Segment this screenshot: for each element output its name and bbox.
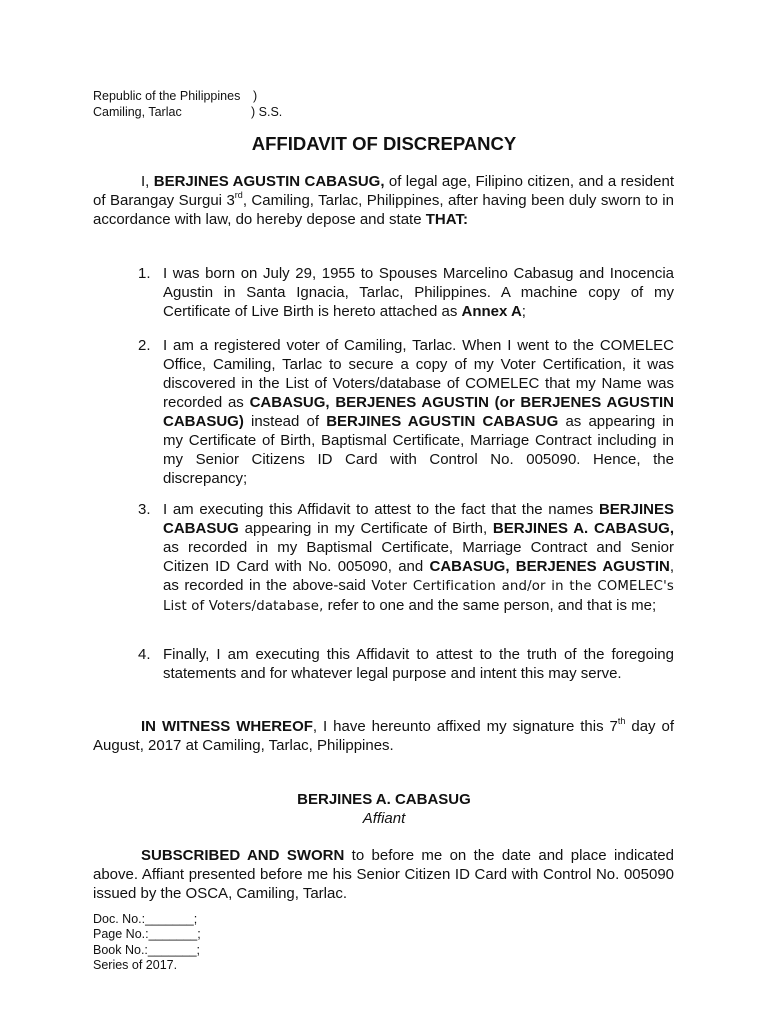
item-text-thin: Voter Certification and/or in the COMELEC's List of Voters/database,	[163, 579, 674, 614]
item-text: refer to one and the same person, and that is me;	[323, 597, 657, 614]
statement-item-1	[138, 264, 674, 321]
witness-paragraph	[93, 717, 674, 755]
intro-text-1: of legal age, Filipino citizen, and a resident of Barangay Surgui 3	[93, 173, 674, 209]
item-number: 4.	[138, 646, 151, 663]
signatory-name: BERJINES A. CABASUG	[297, 791, 471, 808]
affiant-name-bold: BERJINES AGUSTIN CABASUG,	[153, 173, 385, 190]
recorded-name-bold: CABASUG, BERJENES AGUSTIN (or BERJENES AGUSTIN CABASUG)	[163, 394, 674, 430]
witness-sup: th	[617, 716, 626, 726]
item-text: Finally, I am executing this Affidavit to attest to the truth of the foregoing statements and for whatever legal purpose and intent this may serve.	[163, 646, 674, 682]
name-variant-3-bold: CABASUG, BERJENES AGUSTIN	[429, 558, 670, 575]
signatory-role: Affiant	[362, 810, 406, 827]
sworn-bold: SUBSCRIBED AND SWORN	[141, 847, 345, 864]
item-text: appearing in my Certificate of Birth,	[238, 520, 493, 537]
notary-block	[93, 912, 201, 973]
venue-line-camiling	[93, 104, 283, 120]
list-item	[138, 336, 674, 488]
witness-text-1: , I have hereunto affixed my signature this 7	[312, 718, 618, 735]
statement-item-3	[138, 500, 674, 616]
signature-block	[0, 790, 768, 828]
item-text: as appearing in my Certificate of Birth, Baptismal Certificate, Marriage Contract including in my Senior Citizens ID Card with Control No. 005090. Hence, the discrepancy;	[163, 413, 674, 487]
venue-camiling-text: Camiling, Tarlac	[93, 105, 182, 119]
witness-bold: IN WITNESS WHEREOF	[141, 718, 313, 735]
item-number: 2.	[138, 337, 151, 354]
doc-no: Doc. No.:_______;	[93, 912, 198, 926]
list-item	[138, 645, 674, 683]
document-title: AFFIDAVIT OF DISCREPANCY	[251, 133, 517, 154]
venue-republic-text: Republic of the Philippines	[93, 89, 241, 103]
sworn-paragraph	[93, 846, 674, 903]
venue-ss: ) S.S.	[251, 105, 283, 119]
item-text: as recorded in my Baptismal Certificate, Marriage Contract and Senior Citizen ID Card with No. 005090, and	[163, 539, 674, 575]
book-no: Book No.:_______;	[93, 942, 201, 957]
name-variant-1-bold: BERJINES CABASUG	[163, 501, 674, 537]
list-item	[138, 264, 674, 321]
item-text: ;	[521, 303, 526, 320]
annex-label: Annex A	[461, 303, 522, 320]
intro-i: I,	[141, 173, 150, 190]
witness-text-2: day of August, 2017 at Camiling, Tarlac, Philippines.	[93, 718, 674, 754]
venue-block	[93, 88, 283, 120]
item-text: instead of	[243, 413, 327, 430]
venue-paren: )	[253, 89, 258, 103]
statement-item-2	[138, 336, 674, 488]
item-text: I am executing this Affidavit to attest to the fact that the names	[163, 501, 599, 518]
intro-that: THAT:	[425, 211, 468, 228]
name-variant-2-bold: BERJINES A. CABASUG,	[492, 520, 674, 537]
series-year: Series of 2017.	[93, 957, 178, 972]
item-text: , as recorded in the above-said	[163, 558, 674, 594]
sworn-text: to before me on the date and place indicated above. Affiant presented before me his Senior Citizen ID Card with Control No. 005090 issued by the OSCA, Camiling, Tarlac.	[93, 847, 674, 902]
intro-paragraph	[93, 172, 674, 229]
intro-sup: rd	[234, 190, 243, 200]
page-no: Page No.:_______;	[93, 927, 201, 942]
statement-item-4	[138, 645, 674, 683]
list-item	[138, 500, 674, 616]
item-number: 1.	[138, 265, 151, 282]
correct-name-bold: BERJINES AGUSTIN CABASUG	[326, 413, 559, 430]
item-text: I was born on July 29, 1955 to Spouses Marcelino Cabasug and Inocencia Agustin in Santa Ignacia, Tarlac, Philippines. A machine copy of my Certificate of Live Birth is hereto attached as	[163, 265, 674, 320]
item-number: 3.	[138, 501, 151, 518]
item-text: I am a registered voter of Camiling, Tarlac. When I went to the COMELEC Office, Camiling, Tarlac to secure a copy of my Voter Certification, it was discovered in the List of Voters/database of COMELEC that my Name was recorded as	[163, 337, 674, 411]
intro-text-2: , Camiling, Tarlac, Philippines, after having been duly sworn to in accordance with law, do hereby depose and state	[93, 192, 674, 228]
venue-line-republic	[93, 88, 258, 104]
